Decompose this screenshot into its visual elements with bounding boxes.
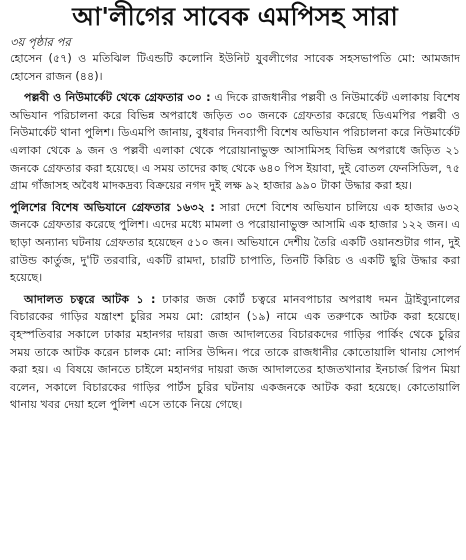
- paragraph-text: হোসেন (৫৭) ও মতিঝিল টিএন্ডটি কলোনি ইউনিট যুবলীগের সাবেক সহসভাপতি মো: আমজাদ হোসেন রাজন (৪৪)।: [10, 52, 460, 83]
- paragraph-intro: [10, 50, 460, 85]
- continued-from-label: ৩য় পৃষ্ঠার পর: [10, 35, 71, 49]
- paragraph-text: সারা দেশে বিশেষ অভিযান চালিয়ে এক হাজার ৬৩২ জনকে গ্রেফতার করেছে পুলিশ। এদের মধ্যে মামলা ও পরোয়ানাভুক্ত আসামি এক হাজার ১২২ জন। এ ছাড়া অন্যান্য ঘটনায় গ্রেফতার হয়েছেন ৫১০ জন। অভিযানে দেশীয় তৈরি একটি ওয়ানশুটার গান, দুই রাউন্ড কার্তুজ, দু'টি তরবারি, একটি রামদা, চারটি চাপাতি, তিনটি কিরিচ ও একটি ছুরি উদ্ধার করা হয়েছে।: [10, 200, 460, 285]
- paragraph-lead: পল্লবী ও নিউমার্কেট থেকে গ্রেফতার ৩০ :: [24, 91, 211, 105]
- paragraph-lead: আদালত চত্বরে আটক ১ :: [24, 292, 156, 306]
- paragraph-pallabi-newmarket: [10, 89, 460, 195]
- paragraph-court-arrest: [10, 291, 460, 414]
- paragraph-text: ঢাকার জজ কোর্ট চত্বরে মানবপাচার অপরাধ দমন ট্রাইব্যুনালের বিচারকের গাড়ির যন্ত্রাংশ চুরির সময় মো: রোহান (১৯) নামে এক তরুণকে আটক করা হয়েছে। বৃহস্পতিবার সকালে ঢাকার মহানগর দায়রা জজ আদালতের বিচারকদের গাড়ির পার্কিং থেকে চুরির সময় তাকে আটক করেন চালক মো: নাসির উদ্দিন। পরে তাকে রাজধানীর কোতোয়ালি থানায় সোপর্দ করা হয়। এ বিষয়ে জানতে চাইলে মহানগর দায়রা জজ আদালতের হাজতখানার ইনচার্জ রিপন মিয়া বলেন, সকালে বিচারকের গাড়ির পার্টস চুরির ঘটনায় একজনকে আটক করা হয়েছে। কোতোয়ালি থানায় খবর দেয়া হলে পুলিশ এসে তাকে নিয়ে গেছে।: [10, 292, 460, 412]
- paragraph-text: এ দিকে রাজধানীর পল্লবী ও নিউমার্কেট এলাকায় বিশেষ অভিযান পরিচালনা করে বিভিন্ন অপরাধে জড়িত ৩০ জনকে গ্রেফতার করেছে ডিএমপির পল্লবী ও নিউমার্কেট থানা পুলিশ। ডিএমপি জানায়, বুধবার দিনব্যাপী বিশেষ অভিযান পরিচালনা করে নিউমার্কেট এলাকা থেকে ৯ জন ও পল্লবী এলাকা থেকে পরোয়ানাভুক্ত আসামিসহ বিভিন্ন অপরাধে জড়িত ২১ জনকে গ্রেফতার করা হয়েছে। এ সময় তাদের কাছ থেকে ৬৪০ পিস ইয়াবা, দুই বোতল ফেনসিডিল, ৭৫ গ্রাম গাঁজাসহ অবৈধ মাদকদ্রব্য বিক্রয়ের নগদ দুই লক্ষ ৯২ হাজার ৯৯০ টাকা উদ্ধার করা হয়।: [10, 91, 460, 193]
- paragraph-lead: পুলিশের বিশেষ অভিযানে গ্রেফতার ১৬৩২ :: [10, 200, 215, 214]
- headline: আ'লীগের সাবেক এমপিসহ সারা: [72, 2, 398, 31]
- paragraph-police-special-drive: [10, 199, 460, 287]
